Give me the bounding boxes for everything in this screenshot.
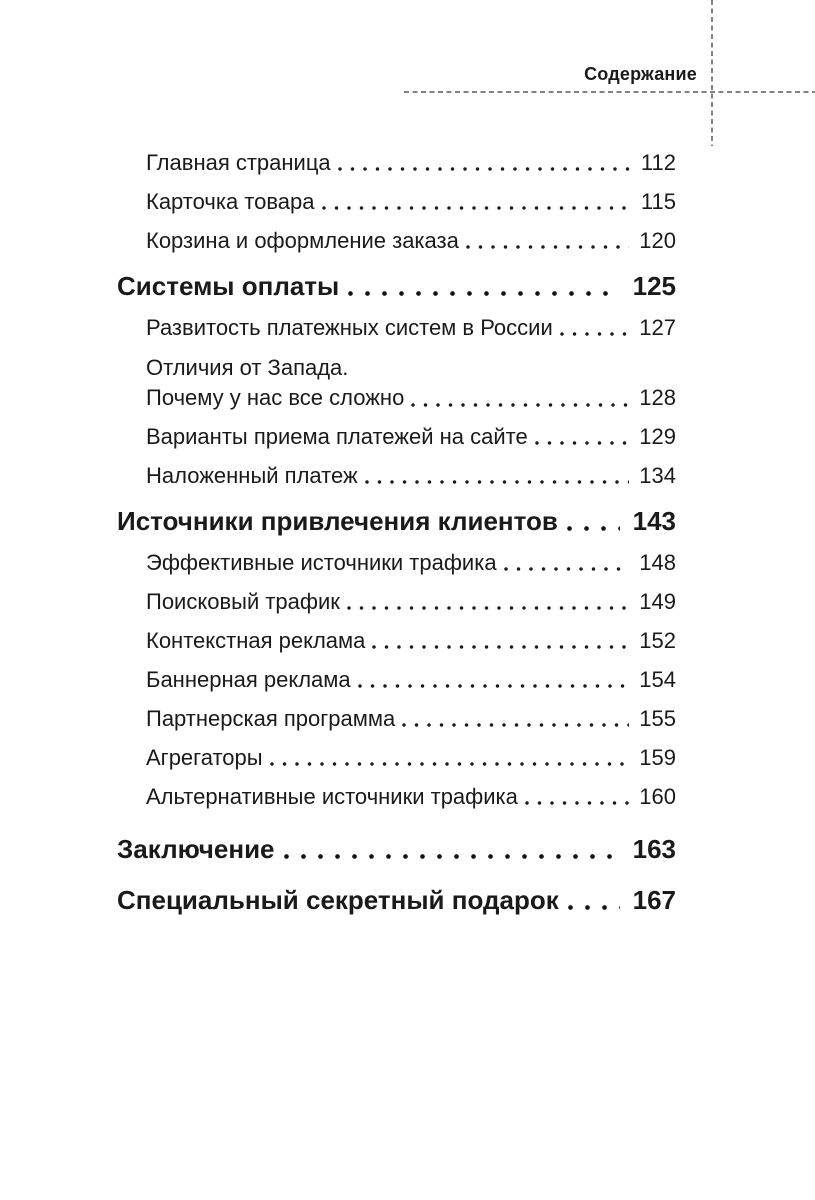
toc-entry <box>146 314 676 342</box>
toc-entry-label: Специальный секретный подарок <box>117 885 559 915</box>
dot-leader <box>347 588 631 616</box>
toc-entry <box>146 423 676 451</box>
dot-leader <box>348 269 622 303</box>
toc-entry <box>117 832 676 866</box>
toc-entry-label: Эффективные источники трафика <box>146 550 497 575</box>
toc-entry-page: 154 <box>639 667 676 692</box>
toc-entry-label: Заключение <box>117 834 275 864</box>
toc-entry <box>146 227 676 255</box>
dot-leader <box>568 883 623 917</box>
toc-entry-page: 148 <box>639 550 676 575</box>
toc-entry-page: 167 <box>632 885 676 915</box>
toc-entry <box>146 588 676 616</box>
toc-entry-twoline <box>146 353 676 413</box>
toc-entry-page: 160 <box>639 784 676 809</box>
toc-entry <box>146 149 676 177</box>
dot-leader <box>504 549 632 577</box>
dot-leader <box>322 188 633 216</box>
toc-entry-label-line2: Почему у нас все сложно <box>146 385 405 410</box>
dot-leader <box>270 744 632 772</box>
toc-entry-page: 127 <box>639 315 676 340</box>
dot-leader <box>372 627 631 655</box>
toc-entry-page: 125 <box>632 271 676 301</box>
toc-entry-page: 128 <box>639 385 676 410</box>
crop-mark-vertical <box>711 0 713 146</box>
toc-entry-page: 163 <box>632 834 676 864</box>
toc-entry-label: Источники привлечения клиентов <box>117 506 558 536</box>
toc-entry-label-line1: Отличия от Запада. <box>146 355 349 380</box>
dot-leader <box>567 504 623 538</box>
toc-entry-label: Развитость платежных систем в России <box>146 315 553 340</box>
dot-leader <box>338 149 633 177</box>
toc-entry-label: Агрегаторы <box>146 745 263 770</box>
toc-entry-label: Контекстная реклама <box>146 628 366 653</box>
dot-leader <box>560 314 632 342</box>
dot-leader <box>535 423 632 451</box>
dot-leader <box>402 705 631 733</box>
toc-entry-label: Главная страница <box>146 150 331 175</box>
toc-entry <box>146 783 676 811</box>
toc-entry-page: 129 <box>639 424 676 449</box>
toc-entry-page: 149 <box>639 589 676 614</box>
toc-entry-label: Корзина и оформление заказа <box>146 228 459 253</box>
toc-entry <box>146 744 676 772</box>
toc-entry <box>117 504 676 538</box>
toc-entry-page: 134 <box>639 463 676 488</box>
toc-entry-label: Системы оплаты <box>117 271 340 301</box>
toc-entry <box>146 462 676 490</box>
toc-entry-label: Альтернативные источники трафика <box>146 784 518 809</box>
toc-entry-page: 152 <box>639 628 676 653</box>
toc-entry-page: 143 <box>632 506 676 536</box>
dot-leader <box>358 666 632 694</box>
toc-entry-label: Поисковый трафик <box>146 589 340 614</box>
crop-mark-horizontal <box>404 91 815 93</box>
toc-entry <box>146 188 676 216</box>
toc-entry-label: Наложенный платеж <box>146 463 358 488</box>
toc <box>117 149 676 928</box>
toc-entry-page: 112 <box>640 150 676 175</box>
toc-entry-label: Карточка товара <box>146 189 315 214</box>
toc-entry <box>117 883 676 917</box>
toc-entry <box>117 269 676 303</box>
toc-entry <box>146 549 676 577</box>
dot-leader <box>411 383 631 413</box>
dot-leader <box>365 462 632 490</box>
toc-entry-page: 155 <box>639 706 676 731</box>
toc-entry-label: Партнерская программа <box>146 706 396 731</box>
toc-entry-page: 115 <box>640 189 676 214</box>
toc-entry-page: 120 <box>639 228 676 253</box>
toc-entry-label: Баннерная реклама <box>146 667 351 692</box>
toc-entry <box>146 666 676 694</box>
dot-leader <box>525 783 631 811</box>
toc-entry <box>146 627 676 655</box>
toc-entry-label: Варианты приема платежей на сайте <box>146 424 528 449</box>
dot-leader <box>284 832 623 866</box>
dot-leader <box>466 227 631 255</box>
page-header-title: Содержание <box>584 64 697 84</box>
toc-entry <box>146 705 676 733</box>
toc-entry-page: 159 <box>639 745 676 770</box>
